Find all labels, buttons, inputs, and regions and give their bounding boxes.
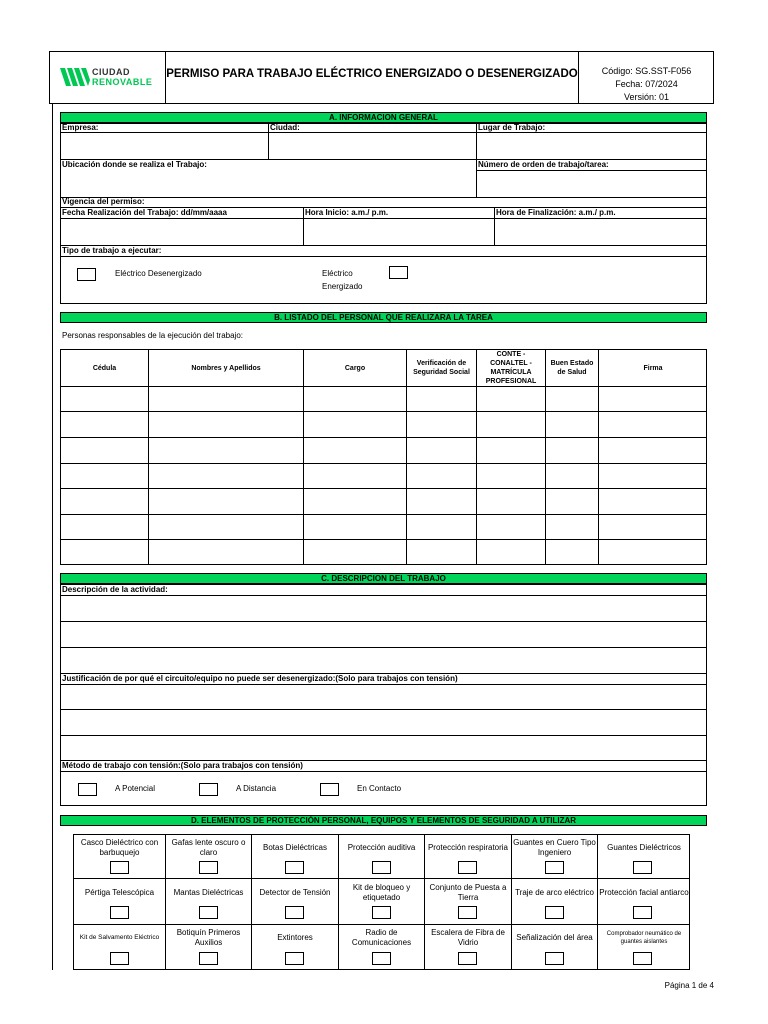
epp-label: Botas Dieléctricas (262, 843, 328, 852)
potencial-label: A Potencial (115, 784, 156, 793)
ubicacion-label: Ubicación donde se realiza el Trabajo: (62, 160, 207, 169)
row-line (60, 771, 707, 772)
epp-checkbox[interactable] (199, 906, 218, 919)
epp-checkbox[interactable] (110, 952, 129, 965)
descripcion-label: Descripción de la actividad: (62, 585, 168, 594)
hora-fin-field[interactable] (495, 219, 706, 245)
row-line (60, 514, 707, 515)
fecha-field[interactable] (61, 219, 302, 245)
col-header-verificacion: Verificación de Seguridad Social (413, 360, 470, 376)
epp-checkbox[interactable] (545, 906, 564, 919)
epp-label: Kit de bloqueo y etiquetado (352, 883, 411, 902)
vigencia-label: Vigencia del permiso: (62, 197, 145, 206)
epp-checkbox[interactable] (458, 952, 477, 965)
epp-label: Guantes Dieléctricos (607, 843, 681, 852)
epp-checkbox[interactable] (458, 906, 477, 919)
ubicacion-field[interactable] (61, 170, 475, 197)
energizado-label-2: Energizado (322, 282, 363, 291)
energizado-label-1: Eléctrico (322, 269, 353, 278)
tipo-label: Tipo de trabajo a ejecutar: (62, 246, 162, 255)
row-line (73, 924, 690, 925)
orden-label: Número de orden de trabajo/tarea: (478, 160, 609, 169)
row-line (60, 488, 707, 489)
col-header-salud: Buen Estado de Salud (550, 360, 594, 376)
col-header-cargo: Cargo (344, 364, 366, 372)
epp-label: Conjunto de Puesta a Tierra (429, 883, 507, 902)
epp-label: Extintores (277, 933, 313, 942)
section-b-header: B. LISTADO DEL PERSONAL QUE REALIZARA LA TAREA (60, 312, 707, 323)
section-c-header: C. DESCRIPCION DEL TRABAJO (60, 573, 707, 584)
epp-checkbox[interactable] (285, 861, 304, 874)
empresa-label: Empresa: (62, 123, 99, 132)
row-line (60, 595, 707, 596)
distancia-label: A Distancia (236, 784, 277, 793)
energizado-checkbox[interactable] (389, 266, 408, 279)
page-number: Página 1 de 4 (664, 981, 714, 990)
epp-label: Kit de Salvamento Eléctrico (79, 934, 160, 941)
lugar-label: Lugar de Trabajo: (478, 123, 546, 132)
epp-label: Detector de Tensión (259, 888, 331, 897)
epp-label: Radio de Comunicaciones (351, 928, 412, 947)
metodo-label: Método de trabajo con tensión:(Solo para trabajos con tensión) (62, 761, 303, 770)
row-line (60, 735, 707, 736)
epp-checkbox[interactable] (285, 906, 304, 919)
row-line (60, 539, 707, 540)
potencial-checkbox[interactable] (78, 783, 97, 796)
row-line (60, 684, 707, 685)
epp-label: Protección auditiva (347, 843, 416, 852)
epp-label: Protección respiratoria (427, 843, 509, 852)
row-line (60, 437, 707, 438)
epp-checkbox[interactable] (458, 861, 477, 874)
hora-inicio-field[interactable] (304, 219, 493, 245)
epp-label: Mantas Dieléctricas (173, 888, 244, 897)
desenergizado-label: Eléctrico Desenergizado (115, 269, 202, 278)
section-a-header: A. INFORMACION GENERAL (60, 112, 707, 123)
epp-checkbox[interactable] (199, 861, 218, 874)
form-version: Versión: 01 (623, 92, 670, 102)
row-line (60, 647, 707, 648)
epp-label: Casco Dieléctrico con barbuquejo (80, 838, 159, 857)
col-header-conte: CONTE - CONALTEL - MATRÍCULA PROFESIONAL (485, 351, 537, 385)
hora-inicio-label: Hora Inicio: a.m./ p.m. (305, 208, 389, 217)
desenergizado-checkbox[interactable] (77, 268, 96, 281)
epp-checkbox[interactable] (372, 906, 391, 919)
col-header-cedula: Cédula (92, 364, 117, 372)
epp-label: Señalización del área (516, 933, 593, 942)
section-d-header: D. ELEMENTOS DE PROTECCIÓN PERSONAL, EQUIPOS Y ELEMENTOS DE SEGURIDAD A UTILIZAR (60, 815, 707, 826)
orden-field[interactable] (477, 171, 706, 197)
epp-label: Traje de arco eléctrico (515, 888, 594, 897)
row-line (73, 878, 690, 879)
epp-label: Comprobador neumático de guantes aislantes (606, 931, 682, 945)
hora-fin-label: Hora de Finalización: a.m./ p.m. (496, 208, 616, 217)
lugar-field[interactable] (477, 133, 706, 159)
col-header-firma: Firma (643, 364, 663, 372)
logo-text-top: CIUDAD (92, 67, 130, 77)
row-line (60, 463, 707, 464)
epp-label: Escalera de Fibra de Vidrio (431, 928, 505, 947)
personal-intro: Personas responsables de la ejecución del trabajo: (62, 331, 244, 340)
company-logo (60, 66, 160, 88)
epp-label: Guantes en Cuero Tipo Ingeniero (513, 838, 596, 857)
epp-checkbox[interactable] (199, 952, 218, 965)
epp-checkbox[interactable] (545, 952, 564, 965)
row-line (60, 621, 707, 622)
logo-text-bottom: RENOVABLE (92, 77, 153, 87)
form-date: Fecha: 07/2024 (615, 79, 678, 89)
left-margin-line (52, 104, 53, 970)
contacto-checkbox[interactable] (320, 783, 339, 796)
epp-checkbox[interactable] (545, 861, 564, 874)
fecha-label: Fecha Realización del Trabajo: dd/mm/aaaa (62, 208, 227, 217)
page-title: PERMISO PARA TRABAJO ELÉCTRICO ENERGIZADO O DESENERGIZADO (166, 68, 578, 80)
epp-checkbox[interactable] (110, 906, 129, 919)
epp-checkbox[interactable] (110, 861, 129, 874)
epp-label: Gafas lente oscuro o claro (171, 838, 246, 857)
justificacion-label: Justificación de por qué el circuito/equipo no puede ser desenergizado:(Solo para trabajos con tensión) (62, 674, 458, 683)
form-code: Código: SG.SST-F056 (601, 66, 692, 76)
epp-label: Protección facial antiarco (599, 888, 689, 897)
row-line (60, 411, 707, 412)
epp-checkbox[interactable] (285, 952, 304, 965)
logo-icon (60, 68, 90, 86)
epp-checkbox[interactable] (633, 861, 652, 874)
section-c-box (60, 584, 707, 806)
epp-label: Botiquín Primeros Auxilios (176, 928, 241, 947)
empresa-field[interactable] (61, 133, 267, 159)
row-line (60, 386, 707, 387)
epp-checkbox[interactable] (372, 952, 391, 965)
epp-checkbox[interactable] (372, 861, 391, 874)
contacto-label: En Contacto (357, 784, 402, 793)
row-line (60, 709, 707, 710)
ciudad-field[interactable] (269, 133, 475, 159)
distancia-checkbox[interactable] (199, 783, 218, 796)
ciudad-label: Ciudad: (270, 123, 300, 132)
epp-label: Pértiga Telescópica (84, 888, 155, 897)
epp-checkbox[interactable] (633, 906, 652, 919)
epp-checkbox[interactable] (633, 952, 652, 965)
col-header-nombres: Nombres y Apellidos (191, 364, 261, 372)
row-divider (60, 256, 707, 257)
row-divider (60, 197, 707, 198)
